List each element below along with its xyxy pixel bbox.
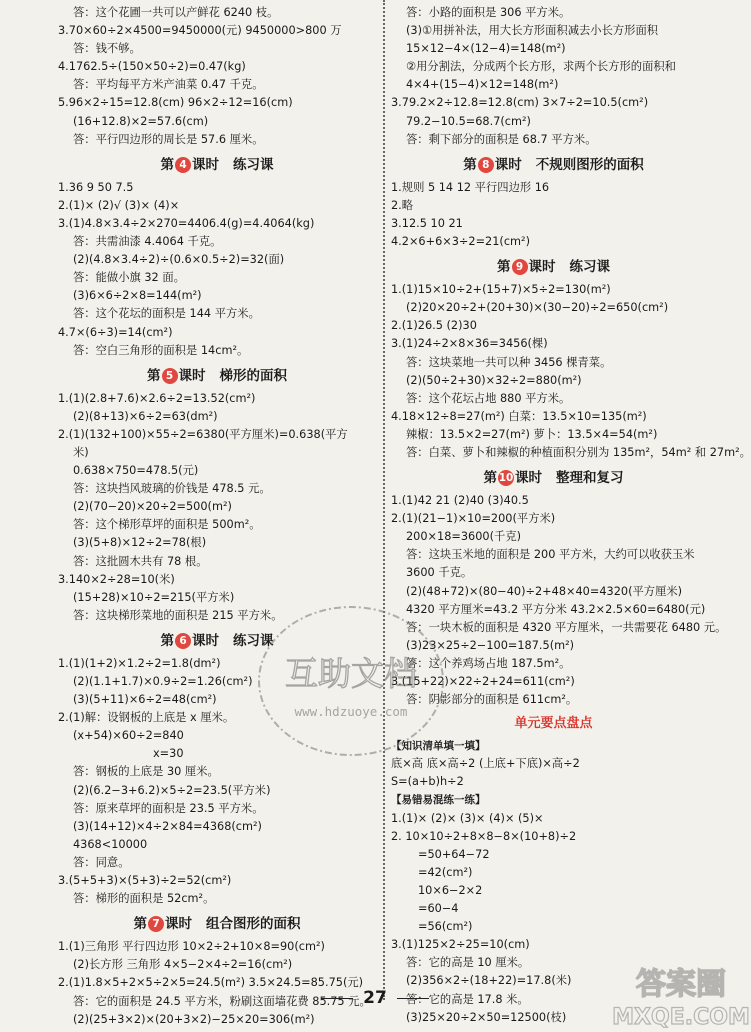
answer-line: 4.1762.5÷(150×50÷2)=0.47(kg)	[58, 60, 246, 74]
lesson-title: 练习课	[233, 156, 274, 173]
answer-line: (3)(5+11)×6÷2=48(cm²)	[73, 693, 217, 707]
answer-line: 1.36 9 50 7.5	[58, 180, 134, 194]
answer-line: (2)(4.8×3.4÷2)÷(0.6×0.5÷2)=32(面)	[73, 253, 285, 267]
answer-line: 3.70×60÷2×4500=9450000(元) 9450000>800 万	[58, 24, 342, 38]
answer-line: 答：钱不够。	[73, 42, 141, 56]
answer-line: 答：平行四边形的周长是 57.6 厘米。	[73, 132, 264, 146]
answer-line: (2)356×2÷(18+22)=17.8(米)	[406, 974, 572, 988]
lesson-heading-suffix: 课时	[178, 367, 206, 384]
answer-line: 答：这个梯形草坪的面积是 500m²。	[73, 518, 261, 532]
answer-line: 答：这个养鸡场占地 187.5m²。	[406, 656, 571, 670]
lesson-heading-prefix: 第	[483, 470, 497, 487]
answer-line: 2.略	[391, 198, 414, 212]
lesson-number-badge: 9	[512, 259, 528, 275]
answer-line: 3.79.2×2÷12.8=12.8(cm) 3×7÷2=10.5(cm²)	[391, 96, 649, 110]
answer-line: 答：剩下部分的面积是 68.7 平方米。	[406, 132, 597, 146]
answer-line: (3)6×6÷2×8=144(m²)	[73, 289, 202, 303]
answer-line: (2)长方形 三角形 4×5−2×4÷2=16(cm²)	[73, 958, 293, 972]
answer-line: 4.7×(6÷3)=14(cm²)	[58, 325, 173, 339]
answer-line: 4320 平方厘米=43.2 平方分米 43.2×2.5×60=6480(元)	[406, 602, 706, 616]
lesson-title: 不规则图形的面积	[535, 156, 644, 173]
answer-line: 答：同意。	[73, 855, 130, 869]
lesson-heading	[391, 153, 716, 177]
answer-line: 答：能做小旗 32 面。	[73, 271, 185, 285]
answer-line: =50+64−72	[418, 847, 490, 861]
watermark-title: 答案圈	[636, 967, 726, 1002]
answer-line: (2)(50÷2+30)×32÷2=880(m²)	[406, 373, 582, 387]
answer-line: 1.(1)(2.8+7.6)×2.6÷2=13.52(cm²)	[58, 391, 256, 405]
answer-line: =42(cm²)	[418, 865, 473, 879]
answer-line: 15×12−4×(12−4)=148(m²)	[406, 42, 566, 56]
answer-line: (3)23×25÷2−100=187.5(m²)	[406, 638, 575, 652]
answer-line: 答：阴影部分的面积是 611cm²。	[406, 693, 578, 707]
answer-line: (2)(6.2−3+6.2)×5÷2=23.5(平方米)	[73, 783, 271, 797]
stamp-title: 互助文档	[285, 654, 417, 693]
answer-line: 200×18=3600(千克)	[406, 530, 522, 544]
answer-line: 3.(5+5+3)×(5+3)÷2=52(cm²)	[58, 874, 232, 888]
lesson-title: 整理和复习	[556, 470, 624, 487]
lesson-heading-prefix: 第	[497, 259, 511, 276]
answer-line: (3)(5+8)×12÷2=78(根)	[73, 536, 207, 550]
answer-line: 3600 千克。	[406, 566, 473, 580]
answer-line: 5.96×2÷15=12.8(cm) 96×2÷12=16(cm)	[58, 96, 293, 110]
answer-line: 答：它的面积是 24.5 平方米，粉刷这面墙花费 85.75 元。	[73, 994, 371, 1008]
answer-line: ②用分割法，分成两个长方形，求两个长方形的面积和	[406, 60, 676, 74]
answer-line: S=(a+b)h÷2	[391, 775, 464, 789]
answer-line: 答：这个花圃一共可以产鲜花 6240 枝。	[73, 6, 279, 19]
lesson-title: 组合图形的面积	[206, 916, 301, 933]
lesson-number-badge: 7	[148, 916, 164, 932]
lesson-heading-suffix: 课时	[515, 470, 542, 487]
answer-line: (2)(48+72)×(80−40)÷2+48×40=4320(平方厘米)	[406, 584, 683, 598]
answer-line: (2)(8+13)×6÷2=63(dm²)	[73, 409, 218, 423]
watermark-url: MXQE.COM	[612, 1005, 750, 1030]
page-number-right-dash	[397, 998, 429, 999]
lesson-heading	[391, 255, 716, 279]
lesson-heading-suffix: 课时	[192, 632, 219, 649]
answer-line: 答：这块挡风玻璃的价钱是 478.5 元。	[73, 482, 271, 496]
hdzuoye-stamp	[255, 603, 447, 759]
lesson-number-badge: 4	[175, 157, 191, 173]
answer-line: (2)(25+3×2)×(20+3×2)−25×20=306(m²)	[73, 1012, 315, 1026]
answer-line: 2.(1)26.5 (2)30	[391, 319, 477, 333]
section-tag: 【易错易混练一练】	[391, 794, 486, 807]
answer-line: 2.(1)(21−1)×10=200(平方米)	[391, 512, 556, 526]
answer-line: 2.(1)1.8×5+2×5÷2×5=24.5(m²) 3.5×24.5=85.75(元)	[58, 976, 364, 990]
answer-line: 答：一块木板的面积是 4320 平方厘米，一共需要花 6480 元。	[406, 620, 727, 634]
answer-line: (3)①用拼补法，用大长方形面积减去小长方形面积	[406, 24, 659, 38]
answer-line: (16+12.8)×2=57.6(cm)	[73, 114, 209, 128]
answer-line: 答：这批圆木共有 78 根。	[73, 554, 208, 568]
answer-line: (2)(70−20)×20÷2=500(m²)	[73, 500, 232, 514]
answer-line: 4.18×12÷8=27(m²) 白菜：13.5×10=135(m²)	[391, 409, 647, 423]
lesson-heading-prefix: 第	[147, 367, 161, 384]
answer-line: (3)25×20÷2×50=12500(枝)	[406, 1010, 567, 1024]
answer-line: 1.(1)15×10÷2+(15+7)×5÷2=130(m²)	[391, 283, 611, 297]
page-number-left-dash	[321, 998, 353, 999]
column-divider	[383, 0, 385, 1000]
answer-line: (x+54)×60÷2=840	[73, 729, 184, 743]
answer-line: 3.12.5 10 21	[391, 216, 463, 230]
right-column	[391, 4, 751, 1027]
answer-line: 4.2×6+6×3÷2=21(cm²)	[391, 235, 530, 249]
lesson-heading-prefix: 第	[160, 156, 174, 173]
lesson-heading-suffix: 课时	[165, 916, 192, 933]
lesson-title: 梯形的面积	[219, 367, 287, 384]
lesson-heading	[58, 364, 376, 388]
lesson-number-badge: 8	[478, 157, 494, 173]
answer-line: 4×4+(15−4)×12=148(m²)	[406, 78, 559, 92]
answer-line: 答：它的高是 10 厘米。	[406, 956, 530, 970]
section-tag: 【知识清单填一填】	[391, 740, 486, 753]
answer-line: 2.(1)解：设钢板的上底是 x 厘米。	[58, 711, 235, 725]
answer-line: 1.(1)× (2)× (3)× (4)× (5)×	[391, 811, 544, 825]
answer-line: x=30	[153, 747, 184, 761]
answer-line: 答：小路的面积是 306 平方米。	[406, 6, 571, 19]
answer-line: 1.规则 5 14 12 平行四边形 16	[391, 180, 550, 194]
answer-line: 答：平均每平方米产油菜 0.47 千克。	[73, 78, 264, 92]
lesson-title: 练习课	[569, 259, 610, 276]
answer-line: 1.(1)三角形 平行四边形 10×2÷2+10×8=90(cm²)	[58, 940, 325, 954]
lesson-heading-prefix: 第	[160, 632, 174, 649]
answer-line: 2.(1)× (2)√ (3)× (4)×	[58, 198, 180, 212]
answer-line: 10×6−2×2	[418, 883, 483, 897]
answer-line: 答：原来草坪的面积是 23.5 平方米。	[73, 801, 264, 815]
answer-line: 答：空白三角形的面积是 14cm²。	[73, 343, 249, 357]
lesson-heading-suffix: 课时	[192, 156, 219, 173]
answer-line: (3)(14+12)×4÷2×84=4368(cm²)	[73, 819, 262, 833]
lesson-number-badge: 10	[498, 472, 514, 485]
answer-line: 1.(1)42 21 (2)40 (3)40.5	[391, 494, 529, 508]
answer-line: 答：梯形的面积是 52cm²。	[73, 892, 215, 906]
answer-line: 米)	[73, 445, 89, 459]
section-title: 单元要点盘点	[514, 716, 593, 732]
page-number	[0, 988, 750, 1008]
stamp-url: www.hdzuoye.com	[294, 704, 408, 719]
answer-line: (15+28)×10÷2=215(平方米)	[73, 590, 235, 604]
answer-line: 答：这个花坛的面积是 144 平方米。	[73, 307, 260, 321]
answer-line: 3.(1)4.8×3.4÷2×270=4406.4(g)=4.4064(kg)	[58, 216, 315, 230]
answer-line: 2.(1)(132+100)×55÷2=6380(平方厘米)=0.638(平方	[58, 427, 348, 441]
answer-line: 0.638×750=478.5(元)	[73, 464, 199, 478]
lesson-heading-suffix: 课时	[494, 156, 522, 173]
answer-line: (2)(1.1+1.7)×0.9÷2=1.26(cm²)	[73, 675, 253, 688]
left-column	[58, 4, 376, 1029]
lesson-number-badge: 5	[162, 368, 178, 384]
lesson-heading-prefix: 第	[133, 916, 147, 933]
answer-line: =56(cm²)	[418, 920, 473, 934]
answer-line: =60−4	[418, 902, 459, 916]
lesson-heading	[391, 466, 716, 490]
answer-line: 答：钢板的上底是 30 厘米。	[73, 765, 219, 779]
answer-line: 1.(1)(1+2)×1.2÷2=1.8(dm²)	[58, 656, 221, 670]
answer-line: 3.(1)24÷2×8×36=3456(棵)	[391, 337, 548, 351]
answer-line: 答：它的高是 17.8 米。	[406, 992, 529, 1006]
answer-line: 2. 10×10÷2+8×8−8×(10+8)÷2	[391, 829, 577, 843]
answer-line: 答：这块菜地一共可以种 3456 棵青菜。	[406, 355, 612, 369]
answer-line: 答：共需油漆 4.4064 千克。	[73, 235, 222, 249]
answer-line: 辣椒：13.5×2=27(m²) 萝卜：13.5×4=54(m²)	[406, 427, 658, 441]
lesson-heading	[58, 153, 376, 177]
lesson-heading-prefix: 第	[463, 156, 477, 173]
answer-line: 4368<10000	[73, 837, 148, 851]
answer-line: (2)20×20÷2+(20+30)×(30−20)÷2=650(cm²)	[406, 301, 669, 315]
answer-line: 3.(1)125×2÷25=10(cm)	[391, 938, 530, 952]
lesson-heading	[58, 912, 376, 936]
answer-line: 答：白菜、萝卜和辣椒的种植面积分别为 135m²，54m² 和 27m²。	[406, 445, 751, 459]
answer-line: 79.2−10.5=68.7(cm²)	[406, 114, 531, 128]
lesson-title: 练习课	[233, 632, 274, 649]
answer-line: 答：这块玉米地的面积是 200 平方米，大约可以收获玉米	[406, 548, 695, 562]
answer-line: 底×高 底×高÷2 (上底+下底)×高÷2	[391, 757, 580, 771]
page-number-text: 27	[363, 988, 387, 1008]
answer-line: 3.140×2÷28=10(米)	[58, 572, 175, 586]
lesson-heading-suffix: 课时	[528, 259, 556, 276]
answer-line: 答：这块梯形菜地的面积是 215 平方米。	[73, 608, 283, 622]
answer-line: 答：这个花坛占地 880 平方米。	[406, 391, 571, 405]
answer-line: 3.(15+22)×22÷2+24=611(cm²)	[391, 675, 575, 688]
lesson-number-badge: 6	[175, 633, 191, 649]
